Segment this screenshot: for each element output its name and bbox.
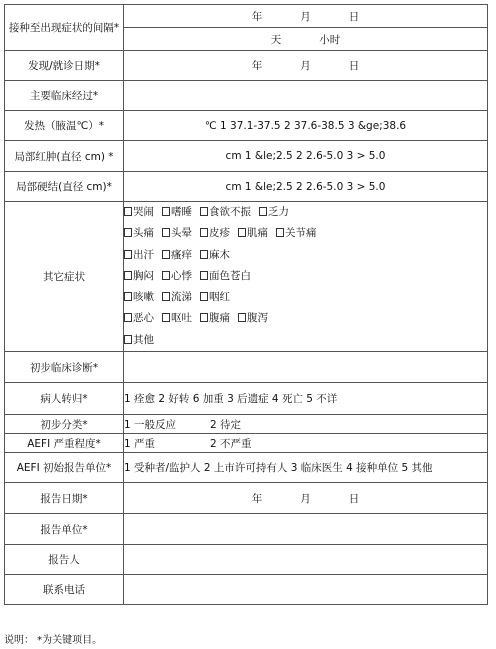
- symptom-option[interactable]: [124, 227, 154, 239]
- visit-date-field[interactable]: [124, 51, 488, 81]
- symptom-label: 乏力: [268, 206, 289, 218]
- report-date-label: 报告日期*: [5, 483, 124, 514]
- symptom-label: 咳嗽: [133, 291, 154, 304]
- checkbox-icon[interactable]: [124, 250, 132, 259]
- day-unit: 日: [348, 492, 360, 505]
- fever-label: 发热（腋温℃）*: [5, 111, 124, 141]
- symptom-option[interactable]: [124, 206, 154, 218]
- symptom-label: 流涕: [171, 291, 192, 304]
- symptom-option[interactable]: [162, 206, 192, 218]
- checkbox-icon[interactable]: [238, 228, 246, 237]
- reporter-label: 报告人: [5, 545, 124, 575]
- symptom-option[interactable]: [200, 270, 251, 282]
- symptom-line: [124, 223, 487, 244]
- symptom-label: 腹泻: [247, 312, 268, 325]
- symptom-line: [124, 330, 487, 351]
- checkbox-icon[interactable]: [200, 313, 208, 322]
- checkbox-icon[interactable]: [162, 228, 170, 237]
- symptom-line: [124, 245, 487, 266]
- symptom-label: 恶心: [133, 312, 154, 325]
- symptom-label: 瘙痒: [171, 248, 192, 261]
- symptom-label: 心悸: [171, 269, 192, 282]
- interval-duration-field[interactable]: [124, 28, 488, 51]
- checkbox-icon[interactable]: [276, 228, 284, 237]
- checkbox-icon[interactable]: [124, 228, 132, 237]
- interval-date-field[interactable]: [124, 5, 488, 28]
- classification-options[interactable]: [124, 415, 488, 434]
- symptom-label: 其他: [133, 333, 154, 346]
- symptom-option[interactable]: [124, 270, 154, 282]
- symptom-label: 出汗: [133, 248, 154, 261]
- symptom-label: 关节痛: [285, 227, 317, 240]
- symptom-option[interactable]: [200, 206, 251, 218]
- symptom-option[interactable]: [124, 291, 154, 303]
- diagnosis-field[interactable]: [124, 352, 488, 383]
- day-unit: 日: [348, 10, 360, 23]
- checkbox-icon[interactable]: [200, 228, 208, 237]
- symptom-line: [124, 287, 487, 308]
- days-unit: 天: [270, 33, 282, 46]
- symptom-option[interactable]: [200, 227, 230, 239]
- clinical-course-label: 主要临床经过*: [5, 81, 124, 111]
- severity-options[interactable]: [124, 434, 488, 453]
- phone-field[interactable]: [124, 575, 488, 605]
- symptom-label: 肌痛: [247, 227, 268, 240]
- induration-options[interactable]: cm 1 &le;2.5 2 2.6-5.0 3 > 5.0: [124, 172, 488, 202]
- checkbox-icon[interactable]: [124, 335, 132, 344]
- symptom-option[interactable]: [200, 291, 230, 303]
- symptom-option[interactable]: [200, 312, 230, 324]
- redness-options[interactable]: cm 1 &le;2.5 2 2.6-5.0 3 > 5.0: [124, 141, 488, 172]
- symptom-option[interactable]: [238, 227, 268, 239]
- symptom-option[interactable]: [124, 334, 154, 346]
- fever-options[interactable]: ℃ 1 37.1-37.5 2 37.6-38.5 3 &ge;38.6: [124, 111, 488, 141]
- classification-option-2[interactable]: 2 待定: [210, 418, 242, 431]
- checkbox-icon[interactable]: [162, 250, 170, 259]
- symptom-option[interactable]: [162, 291, 192, 303]
- other-symptoms-label: 其它症状: [5, 202, 124, 352]
- symptom-label: 头晕: [171, 227, 192, 240]
- symptom-label: 咽红: [209, 291, 230, 304]
- checkbox-icon[interactable]: [238, 313, 246, 322]
- symptom-line: [124, 266, 487, 287]
- initial-report-unit-options[interactable]: 1 受种者/监护人 2 上市许可持有人 3 临床医生 4 接种单位 5 其他: [124, 453, 488, 483]
- checkbox-icon[interactable]: [124, 313, 132, 322]
- symptom-label: 麻木: [209, 248, 230, 261]
- checkbox-icon[interactable]: [162, 313, 170, 322]
- symptom-option[interactable]: [238, 312, 268, 324]
- classification-label: 初步分类*: [5, 415, 124, 434]
- symptom-option[interactable]: [124, 249, 154, 261]
- checkbox-icon[interactable]: [200, 271, 208, 280]
- checkbox-icon[interactable]: [162, 292, 170, 301]
- interval-label: 接种至出现症状的间隔*: [5, 5, 124, 51]
- redness-label: 局部红肿(直径 cm) *: [5, 141, 124, 172]
- symptom-option[interactable]: [276, 227, 317, 239]
- checkbox-icon[interactable]: [259, 207, 267, 216]
- induration-label: 局部硬结(直径 cm)*: [5, 172, 124, 202]
- symptom-option[interactable]: [200, 249, 230, 261]
- symptom-label: 皮疹: [209, 227, 230, 240]
- severity-option-2[interactable]: 2 不严重: [210, 437, 252, 450]
- symptom-option[interactable]: [162, 270, 192, 282]
- symptom-label: 头痛: [133, 227, 154, 240]
- month-unit: 月: [300, 60, 311, 72]
- checkbox-icon[interactable]: [200, 207, 208, 216]
- outcome-label: 病人转归*: [5, 383, 124, 415]
- symptom-label: 腹痛: [209, 312, 230, 325]
- symptom-line: [124, 202, 487, 223]
- symptom-label: 呕吐: [171, 312, 192, 325]
- report-unit-label: 报告单位*: [5, 514, 124, 545]
- symptom-option[interactable]: [124, 312, 154, 324]
- visit-date-label: 发现/就诊日期*: [5, 51, 124, 81]
- report-date-field[interactable]: [124, 483, 488, 514]
- clinical-course-field[interactable]: [124, 81, 488, 111]
- year-unit: 年: [251, 10, 263, 23]
- checkbox-icon[interactable]: [124, 271, 132, 280]
- checkbox-icon[interactable]: [162, 207, 170, 216]
- year-unit: 年: [251, 60, 263, 72]
- reporter-field[interactable]: [124, 545, 488, 575]
- outcome-options[interactable]: 1 痊愈 2 好转 6 加重 3 后遗症 4 死亡 5 不详: [124, 383, 488, 415]
- symptom-label: 嗜睡: [171, 206, 192, 218]
- symptom-label: 面色苍白: [209, 269, 251, 282]
- checkbox-icon[interactable]: [124, 207, 132, 216]
- checkbox-icon[interactable]: [200, 292, 208, 301]
- severity-option-1[interactable]: 1 严重: [124, 437, 156, 450]
- symptom-label: 哭闹: [133, 206, 154, 218]
- year-unit: 年: [251, 492, 263, 505]
- day-unit: 日: [348, 60, 360, 72]
- checkbox-icon[interactable]: [162, 271, 170, 280]
- aefi-report-form: [4, 4, 488, 605]
- checkbox-icon[interactable]: [200, 250, 208, 259]
- symptom-option[interactable]: [162, 227, 192, 239]
- month-unit: 月: [300, 492, 311, 505]
- symptom-option[interactable]: [259, 206, 289, 218]
- report-unit-field[interactable]: [124, 514, 488, 545]
- classification-option-1[interactable]: 1 一般反应: [124, 418, 177, 431]
- other-symptoms-checklist: [124, 202, 488, 352]
- symptom-label: 胸闷: [133, 269, 154, 282]
- initial-report-unit-label: AEFI 初始报告单位*: [5, 453, 124, 483]
- symptom-option[interactable]: [162, 312, 192, 324]
- checkbox-icon[interactable]: [124, 292, 132, 301]
- phone-label: 联系电话: [5, 575, 124, 605]
- symptom-label: 食欲不振: [209, 206, 251, 218]
- diagnosis-label: 初步临床诊断*: [5, 352, 124, 383]
- severity-label: AEFI 严重程度*: [5, 434, 124, 453]
- hours-unit: 小时: [319, 33, 341, 46]
- symptom-option[interactable]: [162, 249, 192, 261]
- symptom-line: [124, 308, 487, 329]
- month-unit: 月: [300, 10, 311, 23]
- footnote: 说明： *为关键项目。: [4, 635, 103, 646]
